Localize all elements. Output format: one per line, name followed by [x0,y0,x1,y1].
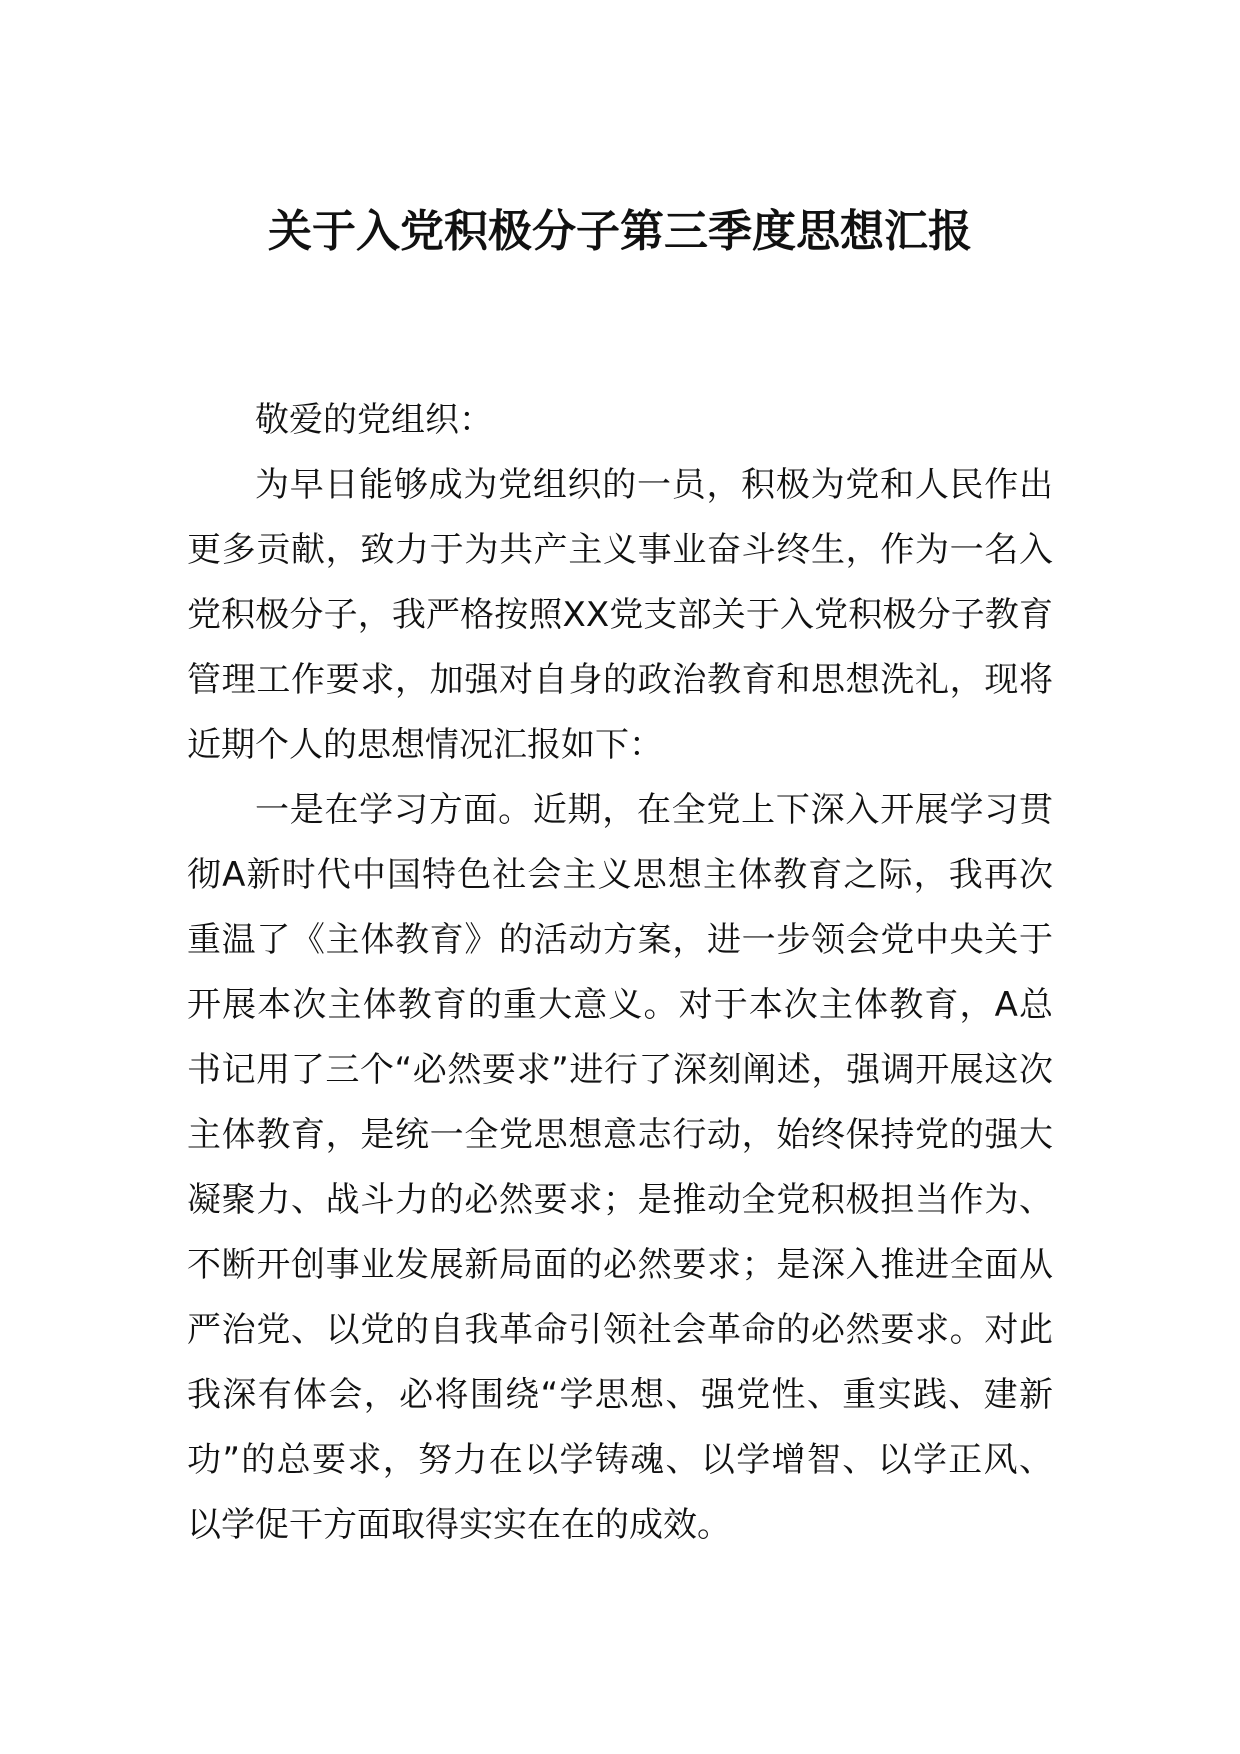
paragraph-intro: 为早日能够成为党组织的一员，积极为党和人民作出更多贡献，致力于为共产主义事业奋斗终生，作为一名入党积极分子，我严格按照XX党支部关于入党积极分子教育管理工作要求，加强对自身的政治教育和思想洗礼，现将近期个人的思想情况汇报如下： [187,465,1053,765]
document-body [187,388,1053,1558]
document-title: 关于入党积极分子第三季度思想汇报 [268,206,972,257]
paragraph-study: 一是在学习方面。近期，在全党上下深入开展学习贯彻A新时代中国特色社会主义思想主体教育之际，我再次重温了《主体教育》的活动方案，进一步领会党中央关于开展本次主体教育的重大意义。对于本次主体教育，A总书记用了三个“必然要求”进行了深刻阐述，强调开展这次主体教育，是统一全党思想意志行动，始终保持党的强大凝聚力、战斗力的必然要求；是推动全党积极担当作为、不断开创事业发展新局面的必然要求；是深入推进全面从严治党、以党的自我革命引领社会革命的必然要求。对此我深有体会，必将围绕“学思想、强党性、重实践、建新功”的总要求，努力在以学铸魂、以学增智、以学正风、以学促干方面取得实实在在的成效。 [187,790,1053,1545]
salutation: 敬爱的党组织： [255,400,493,440]
